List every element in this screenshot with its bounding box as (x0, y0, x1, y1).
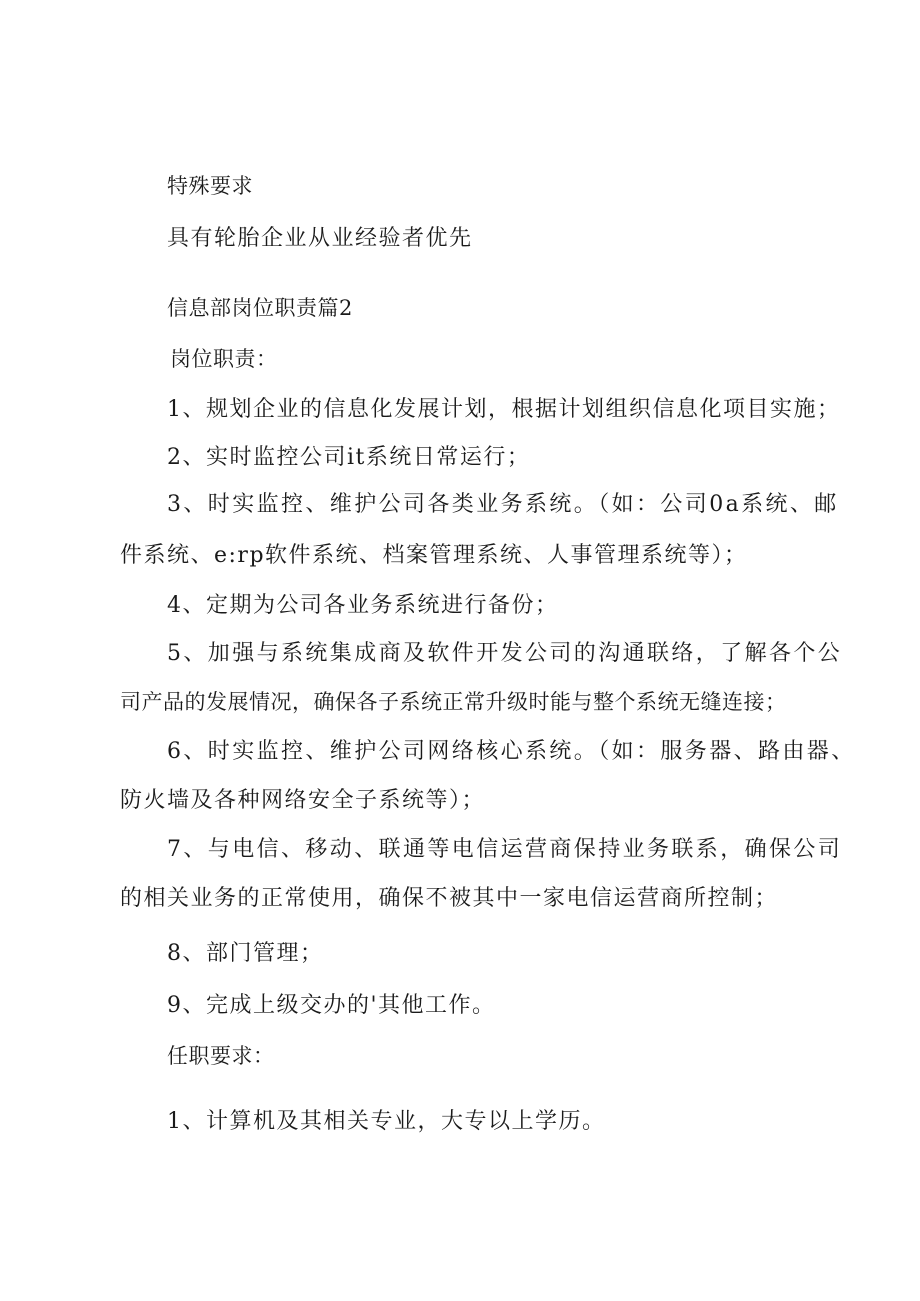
duty-item-5-continued: 司产品的发展情况，确保各子系统正常升级时能与整个系统无缝连接； (120, 690, 787, 714)
requirement-item-1: 1、计算机及其相关专业，大专以上学历。 (167, 1109, 606, 1134)
section-title: 信息部岗位职责篇2 (167, 296, 353, 320)
duty-item-7: 7、与电信、移动、联通等电信运营商保持业务联系，确保公司 (167, 837, 843, 862)
duty-item-6: 6、时实监控、维护公司网络核心系统。（如：服务器、路由器、 (167, 739, 856, 764)
requirements-heading: 任职要求： (167, 1044, 275, 1068)
special-requirements-text: 具有轮胎企业从业经验者优先 (167, 226, 473, 251)
duty-item-3: 3、时实监控、维护公司各类业务系统。（如：公司0a系统、邮 (167, 492, 839, 517)
duty-item-6-continued: 防火墙及各种网络安全子系统等）； (120, 788, 486, 813)
duty-item-7-continued: 的相关业务的正常使用，确保不被其中一家电信运营商所控制； (120, 886, 779, 911)
duty-item-2: 2、实时监控公司it系统日常运行； (167, 445, 531, 470)
duties-heading: 岗位职责： (170, 347, 278, 371)
special-requirements-heading: 特殊要求 (167, 174, 253, 198)
duty-item-9: 9、完成上级交办的'其他工作。 (167, 993, 496, 1018)
duty-item-3-continued: 件系统、e:rp软件系统、档案管理系统、人事管理系统等）； (120, 543, 748, 568)
duty-item-1: 1、规划企业的信息化发展计划，根据计划组织信息化项目实施； (167, 397, 841, 422)
duty-item-8: 8、部门管理； (167, 941, 324, 966)
duty-item-4: 4、定期为公司各业务系统进行备份； (167, 593, 559, 618)
duty-item-5: 5、加强与系统集成商及软件开发公司的沟通联络，了解各个公 (167, 641, 843, 666)
